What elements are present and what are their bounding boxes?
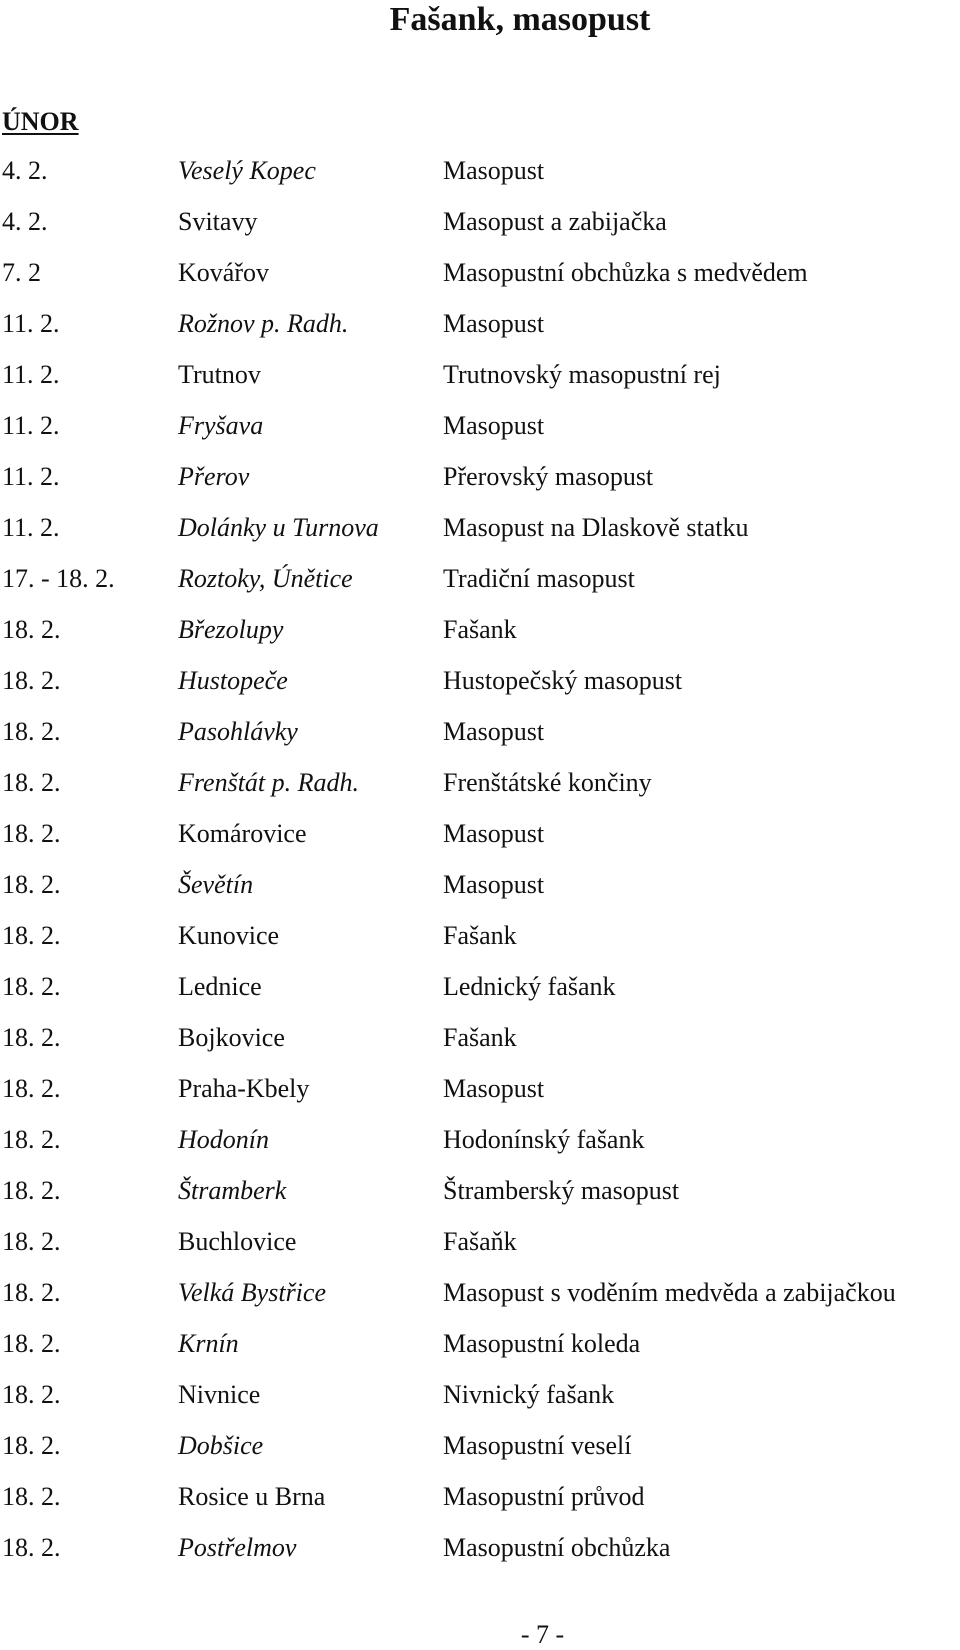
event-date: 18. 2. xyxy=(2,1380,61,1409)
event-place: Krnín xyxy=(178,1329,239,1358)
event-name: Fašank xyxy=(443,615,517,644)
event-date: 18. 2. xyxy=(2,1125,61,1154)
event-row xyxy=(0,357,960,408)
event-date: 18. 2. xyxy=(2,972,61,1001)
event-name: Nivnický fašank xyxy=(443,1380,615,1409)
event-row xyxy=(0,918,960,969)
event-row xyxy=(0,1020,960,1071)
event-place: Nivnice xyxy=(178,1380,261,1409)
event-place: Štramberk xyxy=(178,1176,287,1205)
event-name: Masopust xyxy=(443,411,545,440)
event-date: 17. - 18. 2. xyxy=(2,564,115,593)
event-row xyxy=(0,612,960,663)
event-name: Masopustní veselí xyxy=(443,1431,632,1460)
event-place: Kunovice xyxy=(178,921,280,950)
event-place: Pasohlávky xyxy=(178,717,298,746)
event-name: Masopust xyxy=(443,870,545,899)
event-name: Frenštátské končiny xyxy=(443,768,652,797)
event-date: 7. 2 xyxy=(2,258,41,287)
event-place: Hodonín xyxy=(178,1125,269,1154)
event-place: Hustopeče xyxy=(178,666,288,695)
event-name: Fašaňk xyxy=(443,1227,517,1256)
event-date: 4. 2. xyxy=(2,156,48,185)
event-place: Kovářov xyxy=(178,258,269,287)
event-place: Bojkovice xyxy=(178,1023,285,1052)
event-row xyxy=(0,1173,960,1224)
event-name: Trutnovský masopustní rej xyxy=(443,360,721,389)
event-place: Svitavy xyxy=(178,207,258,236)
event-row xyxy=(0,663,960,714)
event-row xyxy=(0,867,960,918)
event-row xyxy=(0,153,960,204)
event-place: Fryšava xyxy=(178,411,264,440)
event-name: Masopust na Dlaskově statku xyxy=(443,513,749,542)
event-date: 18. 2. xyxy=(2,1533,61,1562)
event-row xyxy=(0,1275,960,1326)
event-row xyxy=(0,459,960,510)
event-name: Masopustní obchůzka s medvědem xyxy=(443,258,808,287)
event-row xyxy=(0,408,960,459)
event-date: 18. 2. xyxy=(2,1074,61,1103)
event-name: Přerovský masopust xyxy=(443,462,654,491)
event-name: Fašank xyxy=(443,1023,517,1052)
event-name: Masopust xyxy=(443,309,545,338)
event-date: 18. 2. xyxy=(2,870,61,899)
page-number-text: - 7 - xyxy=(520,1620,565,1649)
event-date: 18. 2. xyxy=(2,717,61,746)
section-heading-month: ÚNOR xyxy=(2,107,79,136)
event-row xyxy=(0,765,960,816)
event-date: 18. 2. xyxy=(2,1278,61,1307)
event-date: 18. 2. xyxy=(2,819,61,848)
event-place: Březolupy xyxy=(178,615,284,644)
event-place: Veselý Kopec xyxy=(178,156,316,185)
event-place: Buchlovice xyxy=(178,1227,297,1256)
event-name: Masopustní průvod xyxy=(443,1482,645,1511)
event-row xyxy=(0,255,960,306)
event-name: Masopust xyxy=(443,156,545,185)
event-place: Komárovice xyxy=(178,819,307,848)
event-name: Hustopečský masopust xyxy=(443,666,683,695)
event-list xyxy=(0,153,960,1581)
event-place: Dobšice xyxy=(178,1431,264,1460)
event-name: Štramberský masopust xyxy=(443,1176,680,1205)
event-name: Masopustní koleda xyxy=(443,1329,641,1358)
event-place: Ševětín xyxy=(178,870,254,899)
event-place: Frenštát p. Radh. xyxy=(178,768,360,797)
event-date: 11. 2. xyxy=(2,513,60,542)
event-date: 18. 2. xyxy=(2,1329,61,1358)
event-date: 18. 2. xyxy=(2,1482,61,1511)
event-place: Velká Bystřice xyxy=(178,1278,326,1307)
event-date: 11. 2. xyxy=(2,360,60,389)
event-place: Dolánky u Turnova xyxy=(178,513,379,542)
event-place: Postřelmov xyxy=(178,1533,297,1562)
event-date: 18. 2. xyxy=(2,921,61,950)
event-name: Hodonínský fašank xyxy=(443,1125,645,1154)
event-place: Praha-Kbely xyxy=(178,1074,310,1103)
event-date: 11. 2. xyxy=(2,309,60,338)
event-name: Masopust xyxy=(443,819,545,848)
event-place: Rožnov p. Radh. xyxy=(178,309,349,338)
event-name: Masopust xyxy=(443,1074,545,1103)
event-row xyxy=(0,1122,960,1173)
event-place: Rosice u Brna xyxy=(178,1482,326,1511)
event-row xyxy=(0,1428,960,1479)
event-name: Masopust a zabijačka xyxy=(443,207,667,236)
event-date: 18. 2. xyxy=(2,1176,61,1205)
event-date: 11. 2. xyxy=(2,462,60,491)
event-date: 18. 2. xyxy=(2,666,61,695)
event-row xyxy=(0,1377,960,1428)
event-row xyxy=(0,510,960,561)
event-place: Přerov xyxy=(178,462,250,491)
event-date: 18. 2. xyxy=(2,615,61,644)
event-row xyxy=(0,1071,960,1122)
event-date: 18. 2. xyxy=(2,1023,61,1052)
event-row xyxy=(0,969,960,1020)
event-row xyxy=(0,1326,960,1377)
event-place: Trutnov xyxy=(178,360,261,389)
event-row xyxy=(0,1530,960,1581)
event-date: 11. 2. xyxy=(2,411,60,440)
event-name: Masopustní obchůzka xyxy=(443,1533,671,1562)
event-row xyxy=(0,306,960,357)
event-name: Masopust xyxy=(443,717,545,746)
event-place: Roztoky, Únětice xyxy=(178,564,353,593)
event-name: Masopust s voděním medvěda a zabijačkou xyxy=(443,1278,896,1307)
event-row xyxy=(0,561,960,612)
event-row xyxy=(0,816,960,867)
event-row xyxy=(0,1479,960,1530)
event-row xyxy=(0,1224,960,1275)
event-date: 4. 2. xyxy=(2,207,48,236)
event-date: 18. 2. xyxy=(2,1431,61,1460)
event-row xyxy=(0,204,960,255)
event-name: Lednický fašank xyxy=(443,972,616,1001)
event-date: 18. 2. xyxy=(2,768,61,797)
page-title xyxy=(0,0,960,40)
page-title-text: Fašank, masopust xyxy=(389,1,651,38)
event-name: Fašank xyxy=(443,921,517,950)
event-name: Tradiční masopust xyxy=(443,564,635,593)
event-place: Lednice xyxy=(178,972,262,1001)
event-date: 18. 2. xyxy=(2,1227,61,1256)
event-row xyxy=(0,714,960,765)
